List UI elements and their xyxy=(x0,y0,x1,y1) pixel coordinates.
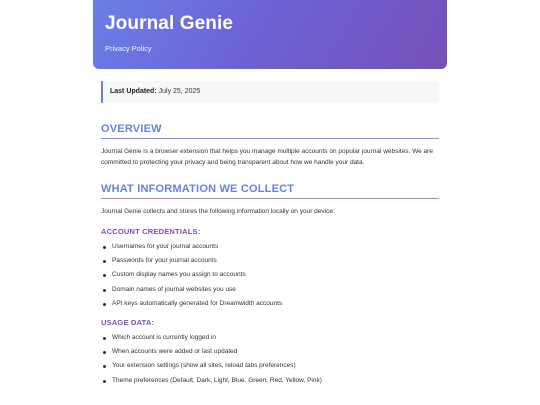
last-updated-box xyxy=(101,81,439,103)
usage-data-heading: USAGE DATA: xyxy=(101,318,155,328)
app-title: Journal Genie xyxy=(105,13,234,34)
list-item: Which account is currently logged in xyxy=(101,331,439,345)
list-item: When accounts were added or last updated xyxy=(101,345,439,359)
list-item: Theme preferences (Default, Dark, Light, Blue, Green, Red, Yellow, Pink) xyxy=(101,374,439,388)
collect-divider xyxy=(101,198,439,199)
overview-heading: OVERVIEW xyxy=(101,123,162,135)
list-item: Your extension settings (show all sites, reload tabs preferences) xyxy=(101,359,439,373)
page-subtitle: Privacy Policy xyxy=(105,44,152,53)
collect-intro: Journal Genie collects and stores the following information locally on your device: xyxy=(101,208,335,215)
list-item: Custom display names you assign to accounts xyxy=(101,268,439,282)
list-item: Usernames for your journal accounts xyxy=(101,240,439,254)
overview-text: Journal Genie is a browser extension that helps you manage multiple accounts on popular journal websites. We are committed to protecting your privacy and being transparent about how we handle your data. xyxy=(101,148,433,166)
overview-divider xyxy=(101,138,439,139)
policy-content xyxy=(101,81,439,388)
list-item: Passwords for your journal accounts xyxy=(101,254,439,268)
account-credentials-heading: ACCOUNT CREDENTIALS: xyxy=(101,227,201,236)
list-item: Domain names of journal websites you use xyxy=(101,283,439,297)
last-updated-label: Last Updated: xyxy=(110,88,157,95)
header-banner xyxy=(93,0,447,69)
collect-heading: WHAT INFORMATION WE COLLECT xyxy=(101,183,295,195)
account-credentials-list xyxy=(101,240,439,311)
usage-data-list xyxy=(101,331,439,388)
last-updated-date: July 25, 2025 xyxy=(158,88,201,95)
list-item: API keys automatically generated for Dreamwidth accounts xyxy=(101,297,439,311)
